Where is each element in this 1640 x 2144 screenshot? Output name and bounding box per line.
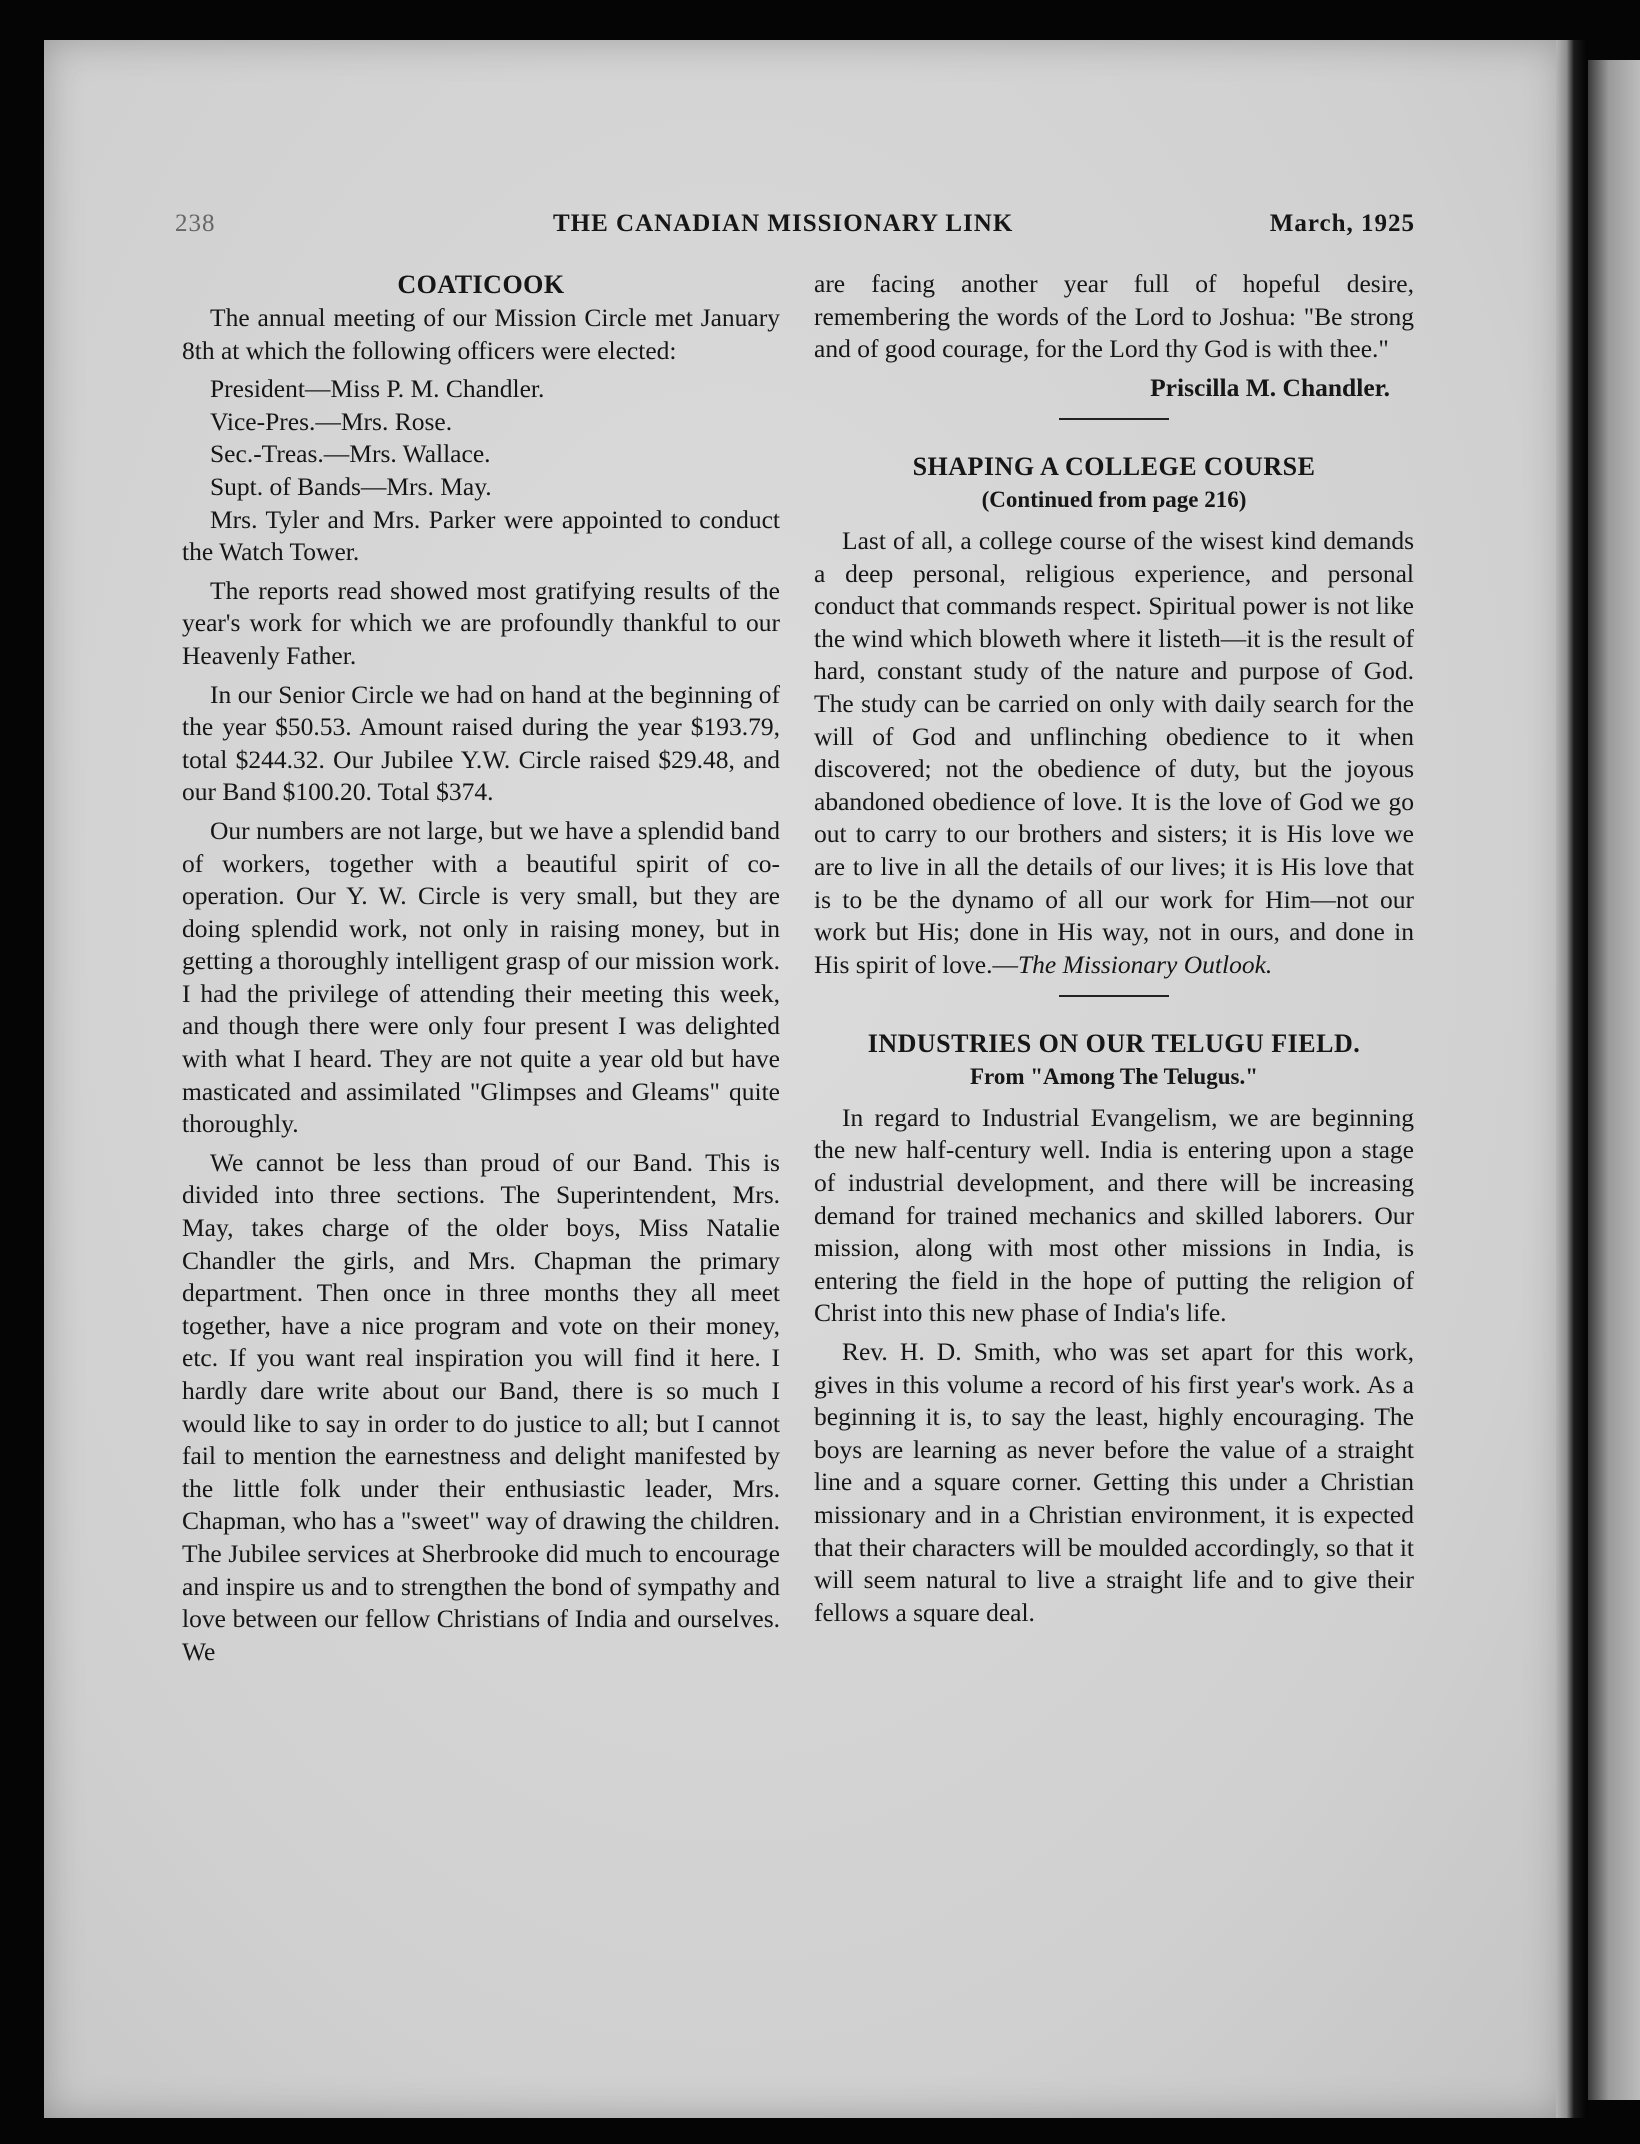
officer-line: Vice-Pres.—Mrs. Rose. [210, 406, 453, 436]
coaticook-continuation: are facing another year full of hopeful desire, remembering the words of the Lord to Joshua: "Be strong and of good courage, for the Lord thy God is with thee." [814, 269, 1414, 364]
coaticook-numbers: Our numbers are not large, but we have a splendid band of workers, together with a beautiful spirit of co-operation. Our Y. W. Circle is very small, but they are doing splendid work, not only in raising money, but in getting a thoroughly intelligent grasp of our mission work. I had the privilege of attending their meeting this week, and though there were only four present I was delighted with what I heard. They are not quite a year old but have masticated and assimilated "Glimpses and Gleams" quite thoroughly. [182, 815, 780, 1139]
officer-line: Sec.-Treas.—Mrs. Wallace. [210, 439, 491, 469]
issue-date: March, 1925 [1269, 210, 1415, 237]
right-column [814, 268, 1414, 1635]
officer-line: President—Miss P. M. Chandler. [210, 374, 545, 404]
college-body-text: Last of all, a college course of the wisest kind demands a deep personal, religious experience, and personal conduct that commands respect. Spiritual power is not like the wind which bloweth where it listeth—it is the result of hard, constant study of the nature and purpose of God. The study can be carried on only with daily search for the will of God and unflinching obedience to it when discovered; not the obedience of duty, but the joyous abandoned obedience of love. It is the love of God we go out to carry to our brothers and sisters; it is His love we are to live in all the details of our lives; it is His love that is to be the dynamo of all our work for Him—not our work but His; done in His way, not in ours, and done in His spirit of love.— [814, 525, 1414, 979]
left-column [182, 268, 780, 1674]
coaticook-intro: The annual meeting of our Mission Circle met January 8th at which the following officers were elected: [182, 303, 780, 365]
section-divider [1059, 995, 1169, 997]
coaticook-watch-tower: Mrs. Tyler and Mrs. Parker were appointed to conduct the Watch Tower. [182, 504, 780, 567]
coaticook-finance: In our Senior Circle we had on hand at the beginning of the year $50.53. Amount raised during the year $193.79, total $244.32. Our Jubilee Y.W. Circle raised $29.48, and our Band $100.20. Total $374. [182, 679, 780, 807]
running-header [175, 210, 1415, 250]
telugu-heading: INDUSTRIES ON OUR TELUGU FIELD. [867, 1029, 1361, 1059]
book-spine [1556, 40, 1586, 2118]
journal-title: THE CANADIAN MISSIONARY LINK [553, 210, 1014, 237]
telugu-subtitle: From "Among The Telugus." [970, 1064, 1258, 1090]
college-heading: SHAPING A COLLEGE COURSE [912, 452, 1316, 482]
facing-page-edge [1588, 60, 1640, 2100]
college-source: The Missionary Outlook. [1018, 949, 1273, 979]
coaticook-heading: COATICOOK [397, 270, 565, 299]
officer-line: Supt. of Bands—Mrs. May. [210, 471, 492, 501]
telugu-paragraph-1: In regard to Industrial Evangelism, we are beginning the new half-century well. India is entering upon a stage of industrial development, and there will be increasing demand for trained mechanics and skilled laborers. Our mission, along with most other missions in India, is entering the field in the hope of putting the religion of Christ into this new phase of India's life. [814, 1102, 1414, 1328]
coaticook-reports: The reports read showed most gratifying results of the year's work for which we are profoundly thankful to our Heavenly Father. [182, 575, 780, 670]
college-body [814, 525, 1414, 981]
section-divider [1059, 418, 1169, 420]
signature: Priscilla M. Chandler. [1150, 372, 1390, 402]
page-number: 238 [175, 210, 216, 237]
telugu-paragraph-2: Rev. H. D. Smith, who was set apart for this work, gives in this volume a record of his first year's work. As a beginning it is, to say the least, highly encouraging. The boys are learning as never before the value of a straight line and a square corner. Getting this under a Christian missionary and in a Christian environment, it is expected that their characters will be moulded accordingly, so that it will seem natural to live a straight life and to give their fellows a square deal. [814, 1337, 1414, 1627]
coaticook-band: We cannot be less than proud of our Band. This is divided into three sections. The Superintendent, Mrs. May, takes charge of the older boys, Miss Natalie Chandler the girls, and Mrs. Chapman the primary department. Then once in three months they all meet together, have a nice program and vote on their money, etc. If you want real inspiration you will find it here. I hardly dare write about our Band, there is so much I would like to say in order to do justice to all; but I cannot fail to mention the earnestness and delight manifested by the little folk under their enthusiastic leader, Mrs. Chapman, who has a "sweet" way of drawing the children. The Jubilee services at Sherbrooke did much to encourage and inspire us and to strengthen the bond of sympathy and love between our fellow Christians of India and ourselves. We [182, 1147, 780, 1666]
college-subtitle: (Continued from page 216) [981, 487, 1247, 513]
